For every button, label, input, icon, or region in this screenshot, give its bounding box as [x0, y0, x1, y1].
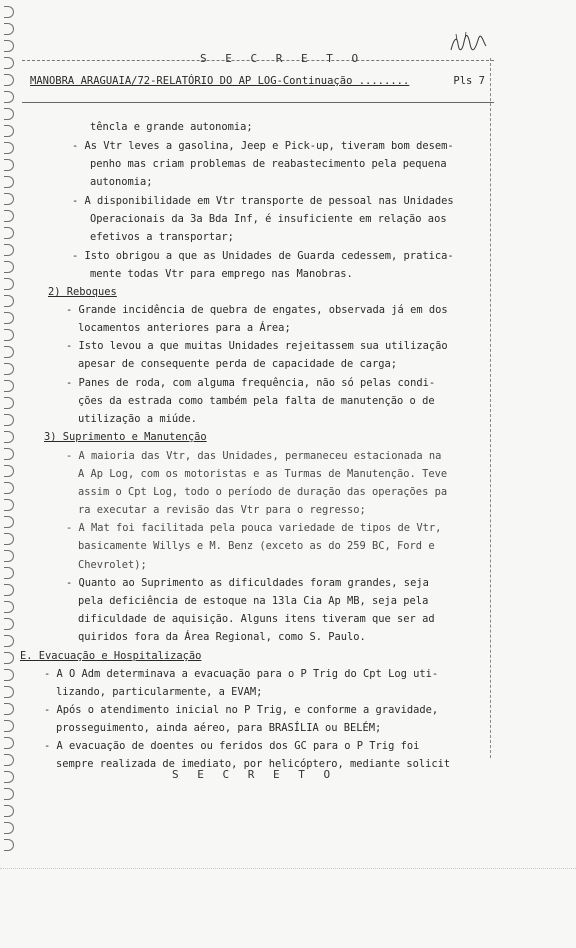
binding-ring — [4, 720, 14, 732]
binding-ring — [4, 703, 14, 715]
section-heading: 2) Reboques — [48, 286, 117, 298]
binding-ring — [4, 363, 14, 375]
binding-ring — [4, 465, 14, 477]
binding-ring — [4, 499, 14, 511]
text-line: - Quanto ao Suprimento as dificuldades foram grandes, seja — [66, 577, 429, 589]
binding-ring — [4, 6, 14, 18]
text-line: assim o Cpt Log, todo o período de duração das operações pa — [78, 486, 448, 498]
binding-ring — [4, 431, 14, 443]
binding-ring — [4, 482, 14, 494]
text-line: - A Mat foi facilitada pela pouca variedade de tipos de Vtr, — [66, 522, 442, 534]
text-line: - A evacuação de doentes ou feridos dos GC para o P Trig foi — [44, 740, 420, 752]
text-line: - Após o atendimento inicial no P Trig, e conforme a gravidade, — [44, 704, 439, 716]
binding-ring — [4, 652, 14, 664]
binding-ring — [4, 448, 14, 460]
binding-ring — [4, 414, 14, 426]
text-line: lizando, particularmente, a EVAM; — [56, 686, 263, 698]
binding-ring — [4, 244, 14, 256]
binding-ring — [4, 839, 14, 851]
classification-bottom: S E C R E T O — [172, 768, 337, 781]
text-line: - Isto obrigou a que as Unidades de Guarda cedessem, pratica- — [72, 250, 454, 262]
binding-ring — [4, 516, 14, 528]
text-line: autonomia; — [90, 176, 153, 188]
text-line: sempre realizada de imediato, por helicóptero, mediante solicit — [56, 758, 451, 770]
binding-ring — [4, 635, 14, 647]
binding-ring — [4, 261, 14, 273]
binding-ring — [4, 23, 14, 35]
text-line: basicamente Willys e M. Benz (exceto as do 259 BC, Ford e — [78, 540, 435, 552]
page-number: Pls 7 — [453, 75, 485, 87]
binding-ring — [4, 822, 14, 834]
text-line: A Ap Log, com os motoristas e as Turmas de Manutenção. Teve — [78, 468, 448, 480]
binding-ring — [4, 771, 14, 783]
section-heading: E. Evacuação e Hospitalização — [20, 650, 202, 662]
binding-ring — [4, 227, 14, 239]
text-line: locamentos anteriores para a Área; — [78, 322, 291, 334]
text-line: - Isto levou a que muitas Unidades rejeitassem sua utilização — [66, 340, 448, 352]
binding-ring — [4, 754, 14, 766]
text-line: - A maioria das Vtr, das Unidades, permaneceu estacionada na — [66, 450, 442, 462]
frame-right-border — [490, 58, 491, 758]
binding-ring — [4, 159, 14, 171]
binding-ring — [4, 380, 14, 392]
header-title: MANOBRA ARAGUAIA/72-RELATÓRIO DO AP LOG-Continuação ........ — [30, 75, 410, 87]
text-line: efetivos a transportar; — [90, 231, 234, 243]
binding-ring — [4, 210, 14, 222]
text-line: dificuldade de aquisição. Alguns itens tiveram que ser ad — [78, 613, 435, 625]
binding-ring — [4, 601, 14, 613]
binding-ring — [4, 295, 14, 307]
binding-ring — [4, 312, 14, 324]
text-line: ra executar a revisão das Vtr para o regresso; — [78, 504, 366, 516]
binding-ring — [4, 788, 14, 800]
text-line: Chevrolet); — [78, 559, 147, 571]
binding-ring — [4, 125, 14, 137]
margin-ticks — [14, 90, 24, 790]
binding-ring — [4, 142, 14, 154]
handwritten-signature — [448, 30, 488, 56]
binding-ring — [4, 584, 14, 596]
text-line: prosseguimento, ainda aéreo, para BRASÍLIA ou BELÉM; — [56, 722, 382, 734]
binding-ring — [4, 805, 14, 817]
binding-ring — [4, 57, 14, 69]
binding-ring — [4, 533, 14, 545]
text-line: - Panes de roda, com alguma frequência, não só pelas condi- — [66, 377, 436, 389]
binding-ring — [4, 567, 14, 579]
binding-ring — [4, 397, 14, 409]
binding-ring — [4, 686, 14, 698]
binding-ring — [4, 737, 14, 749]
binding-ring — [4, 669, 14, 681]
text-line: penho mas criam problemas de reabastecimento pela pequena — [90, 158, 447, 170]
text-line: pela deficiência de estoque na 13la Cia Ap MB, seja pela — [78, 595, 429, 607]
text-line: utilização a miúde. — [78, 413, 197, 425]
text-line: quiridos fora da Área Regional, como S. Paulo. — [78, 631, 366, 643]
header-rule — [22, 102, 494, 103]
text-line: ções da estrada como também pela falta de manutenção o de — [78, 395, 435, 407]
section-heading: 3) Suprimento e Manutenção — [44, 431, 207, 443]
classification-top: S E C R E T O — [200, 52, 365, 65]
binding-ring — [4, 550, 14, 562]
binding-ring — [4, 329, 14, 341]
text-line: apesar de consequente perda de capacidade de carga; — [78, 358, 398, 370]
binding-ring — [4, 193, 14, 205]
text-line: mente todas Vtr para emprego nas Manobras. — [90, 268, 353, 280]
binding-ring — [4, 108, 14, 120]
binding-ring — [4, 74, 14, 86]
text-line: - As Vtr leves a gasolina, Jeep e Pick-up, tiveram bom desem- — [72, 140, 454, 152]
text-line: Operacionais da 3a Bda Inf, é insuficiente em relação aos — [90, 213, 447, 225]
binding-ring — [4, 91, 14, 103]
text-line: têncla e grande autonomia; — [90, 121, 253, 133]
scan-edge — [0, 868, 576, 870]
binding-ring — [4, 40, 14, 52]
text-line: - A disponibilidade em Vtr transporte de pessoal nas Unidades — [72, 195, 454, 207]
binding-ring — [4, 278, 14, 290]
binding-ring — [4, 618, 14, 630]
text-line: - Grande incidência de quebra de engates, observada já em dos — [66, 304, 448, 316]
binding-ring — [4, 176, 14, 188]
text-line: - A O Adm determinava a evacuação para o P Trig do Cpt Log uti- — [44, 668, 439, 680]
binding-ring — [4, 346, 14, 358]
document-header — [30, 75, 485, 87]
